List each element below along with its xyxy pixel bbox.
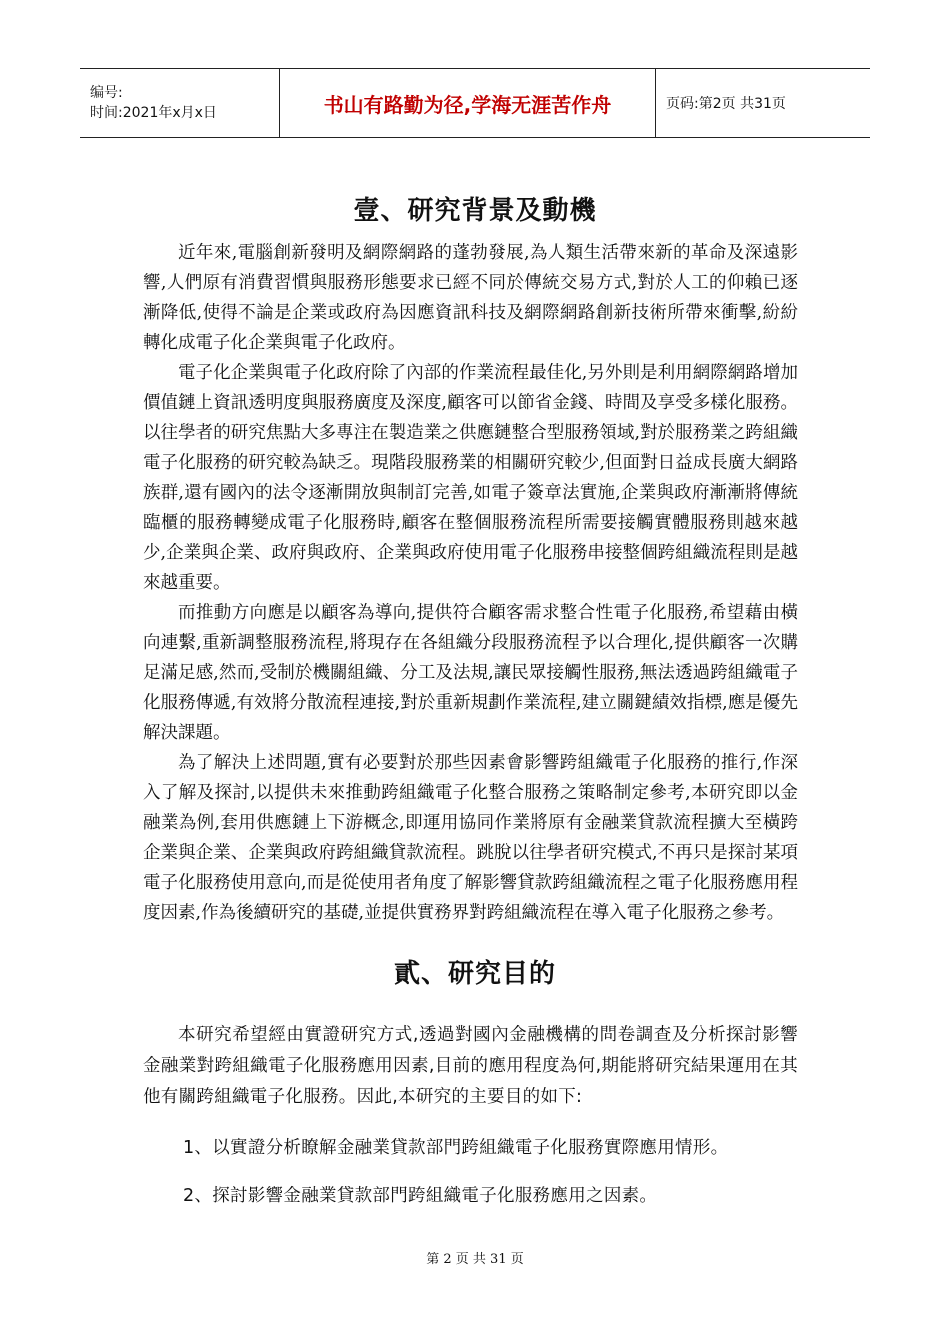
header-motto	[280, 69, 656, 137]
section2-title: 貳、研究目的	[393, 959, 556, 989]
date-line: 时间:2021年x月x日	[90, 105, 217, 121]
page-footer: 第 2 页 共 31 页	[426, 1252, 524, 1267]
section1-paragraph-2: 電子化企業與電子化政府除了內部的作業流程最佳化,另外則是利用網際網路增加價值鏈上資訊透明度與服務廣度及深度,顧客可以節省金錢、時間及享受多樣化服務。以往學者的研究焦點大多專注在製造業之供應鏈整合型服務領域,對於服務業之跨組織電子化服務的研究較為缺乏。現階段服務業的相關研究較少,但面對日益成長廣大網路族群,還有國內的法令逐漸開放與制訂完善,如電子簽章法實施,企業與政府漸漸將傳統臨櫃的服務轉變成電子化服務時,顧客在整個服務流程所需要接觸實體服務則越來越少,企業與企業、政府與政府、企業與政府使用電子化服務串接整個跨組織流程則是越來越重要。	[143, 363, 798, 593]
section1-paragraph-4: 為了解決上述問題,實有必要對於那些因素會影響跨組織電子化服務的推行,作深入了解及探討,以提供未來推動跨組織電子化整合服務之策略制定參考,本研究即以金融業為例,套用供應鏈上下游概念,即運用協同作業將原有金融業貸款流程擴大至橫跨企業與企業、企業與政府跨組織貸款流程。跳脫以往學者研究模式,不再只是探討某項電子化服務使用意向,而是從使用者角度了解影響貸款跨組織流程之電子化服務應用程度因素,作為後續研究的基礎,並提供實務界對跨組織流程在導入電子化服務之參考。	[143, 753, 798, 923]
section2-intro: 本研究希望經由實證研究方式,透過對國內金融機構的問卷調查及分析探討影響金融業對跨組織電子化服務應用因素,目前的應用程度為何,期能將研究結果運用在其他有關跨組織電子化服務。因此,本研究的主要目的如下:	[143, 1025, 798, 1107]
header-page-info	[656, 69, 870, 137]
page-header	[80, 68, 870, 138]
objective-item-2: 2、探討影響金融業貸款部門跨組織電子化服務應用之因素。	[183, 1186, 658, 1206]
header-meta	[80, 69, 280, 137]
page-info-text: 页码:第2页 共31页	[666, 96, 786, 112]
number-label: 编号:	[90, 85, 123, 101]
section1-title: 壹、研究背景及動機	[353, 196, 597, 226]
section1-paragraph-3: 而推動方向應是以顧客為導向,提供符合顧客需求整合性電子化服務,希望藉由橫向連繫,重新調整服務流程,將現存在各組織分段服務流程予以合理化,提供顧客一次購足滿足感,然而,受制於機關組織、分工及法規,讓民眾接觸性服務,無法透過跨組織電子化服務傳遞,有效將分散流程連接,對於重新規劃作業流程,建立關鍵績效指標,應是優先解決課題。	[143, 603, 798, 743]
motto-text: 书山有路勤为径,学海无涯苦作舟	[323, 92, 612, 117]
section1-paragraph-1: 近年來,電腦創新發明及網際網路的蓬勃發展,為人類生活帶來新的革命及深遠影響,人們原有消費習慣與服務形態要求已經不同於傳統交易方式,對於人工的仰賴已逐漸降低,使得不論是企業或政府為因應資訊科技及網際網路創新技術所帶來衝擊,紛紛轉化成電子化企業與電子化政府。	[143, 243, 798, 353]
objective-item-1: 1、以實證分析瞭解金融業貸款部門跨組織電子化服務實際應用情形。	[183, 1138, 729, 1158]
